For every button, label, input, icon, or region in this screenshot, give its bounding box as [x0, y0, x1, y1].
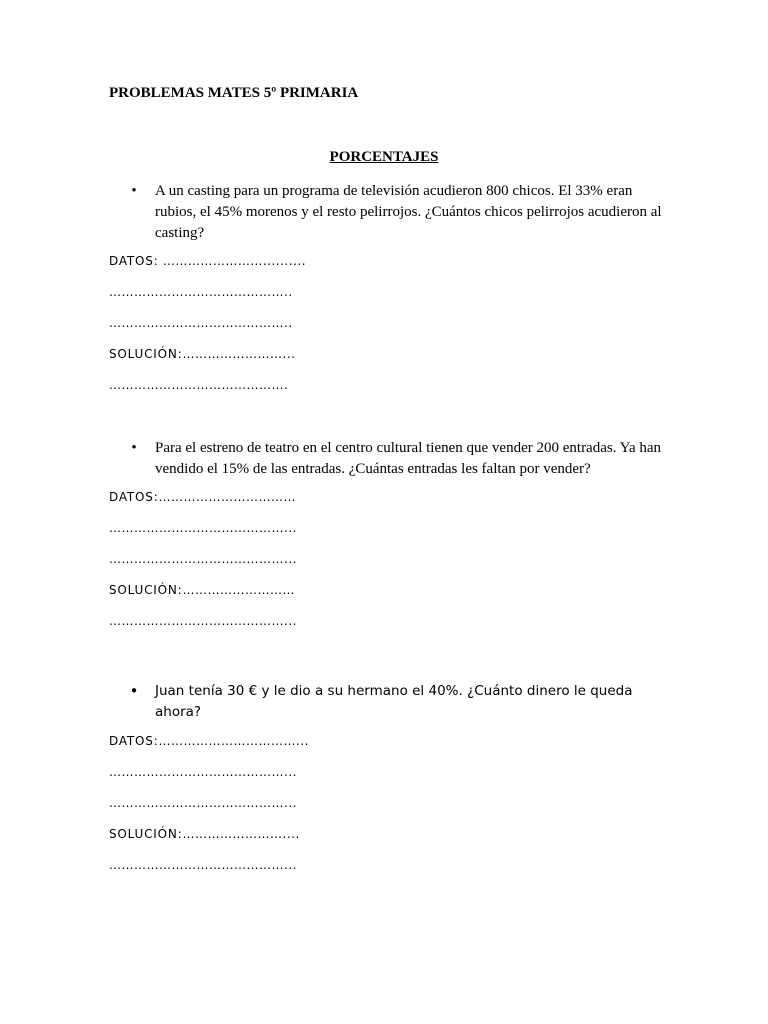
solucion-label: SOLUCIÓN:: [109, 347, 183, 361]
work-dots: ……………………………………..: [109, 316, 293, 330]
document-title: PROBLEMAS MATES 5º PRIMARIA: [109, 85, 359, 101]
work-dots: …………………………………….: [109, 378, 289, 392]
problem-3-work-line-3: [109, 796, 669, 827]
problem-2-text: Para el estreno de teatro en el centro cultural tienen que vender 200 entradas. Ya han vendido el 15% de las entradas. ¿Cuántas entradas les faltan por vender?: [155, 440, 662, 477]
problem-2-work-line-3: [109, 552, 669, 583]
work-dots: ……………………………………...: [109, 552, 297, 566]
solucion-label: SOLUCIÓN:: [109, 827, 183, 841]
problem-1-work-line-2: [109, 285, 669, 316]
problem-3-datos-line: [109, 734, 669, 765]
problem-1-text: A un casting para un programa de televisión acudieron 800 chicos. El 33% eran rubios, el 45% morenos y el resto pelirrojos. ¿Cuántos chicos pelirrojos acudieron al casting?: [155, 183, 662, 241]
problem-3-statement: [109, 681, 669, 723]
work-dots: ……………………………………..: [109, 285, 293, 299]
problem-1: [109, 181, 669, 409]
solucion-dots: ………………………: [182, 583, 296, 597]
problem-1-work-line-3: [109, 316, 669, 347]
datos-label: DATOS:: [109, 490, 159, 504]
bullet-icon: •: [129, 682, 139, 700]
problem-2-work-line-5: [109, 614, 669, 645]
problem-2-work-line-2: [109, 521, 669, 552]
work-dots: ……………………………………...: [109, 521, 297, 535]
work-dots: ……………………………………...: [109, 765, 297, 779]
bullet-icon: •: [131, 440, 137, 456]
datos-label: DATOS:: [109, 734, 159, 748]
problem-1-statement: [109, 181, 669, 244]
problem-2-solucion-line: [109, 583, 669, 614]
work-dots: ……………………………………...: [109, 858, 297, 872]
problem-3-text: Juan tenía 30 € y le dio a su hermano el 40%. ¿Cuánto dinero le queda ahora?: [155, 683, 633, 720]
datos-dots: ……………………………: [158, 490, 297, 504]
problem-3-work-line-2: [109, 765, 669, 796]
datos-dots: ……………………………...: [158, 734, 309, 748]
work-dots: ……………………………………...: [109, 796, 297, 810]
datos-dots: ……………………..........: [158, 254, 307, 268]
problem-3-solucion-line: [109, 827, 669, 858]
solucion-dots: ……………………...: [182, 347, 296, 361]
bullet-icon: •: [131, 183, 137, 199]
section-heading-wrapper: [0, 148, 768, 166]
problem-2-datos-line: [109, 490, 669, 521]
problem-3: [109, 681, 669, 889]
solucion-dots: ……………………....: [182, 827, 300, 841]
problem-2-statement: [109, 438, 669, 480]
solucion-label: SOLUCIÓN:: [109, 583, 183, 597]
section-heading: PORCENTAJES: [329, 149, 439, 165]
work-dots: ……………………………………...: [109, 614, 297, 628]
problem-2: [109, 438, 669, 645]
problem-1-work-line-5: [109, 378, 669, 409]
problem-3-work-line-5: [109, 858, 669, 889]
datos-label: DATOS:: [109, 254, 159, 268]
problem-1-solucion-line: [109, 347, 669, 378]
problem-1-datos-line: [109, 254, 669, 285]
